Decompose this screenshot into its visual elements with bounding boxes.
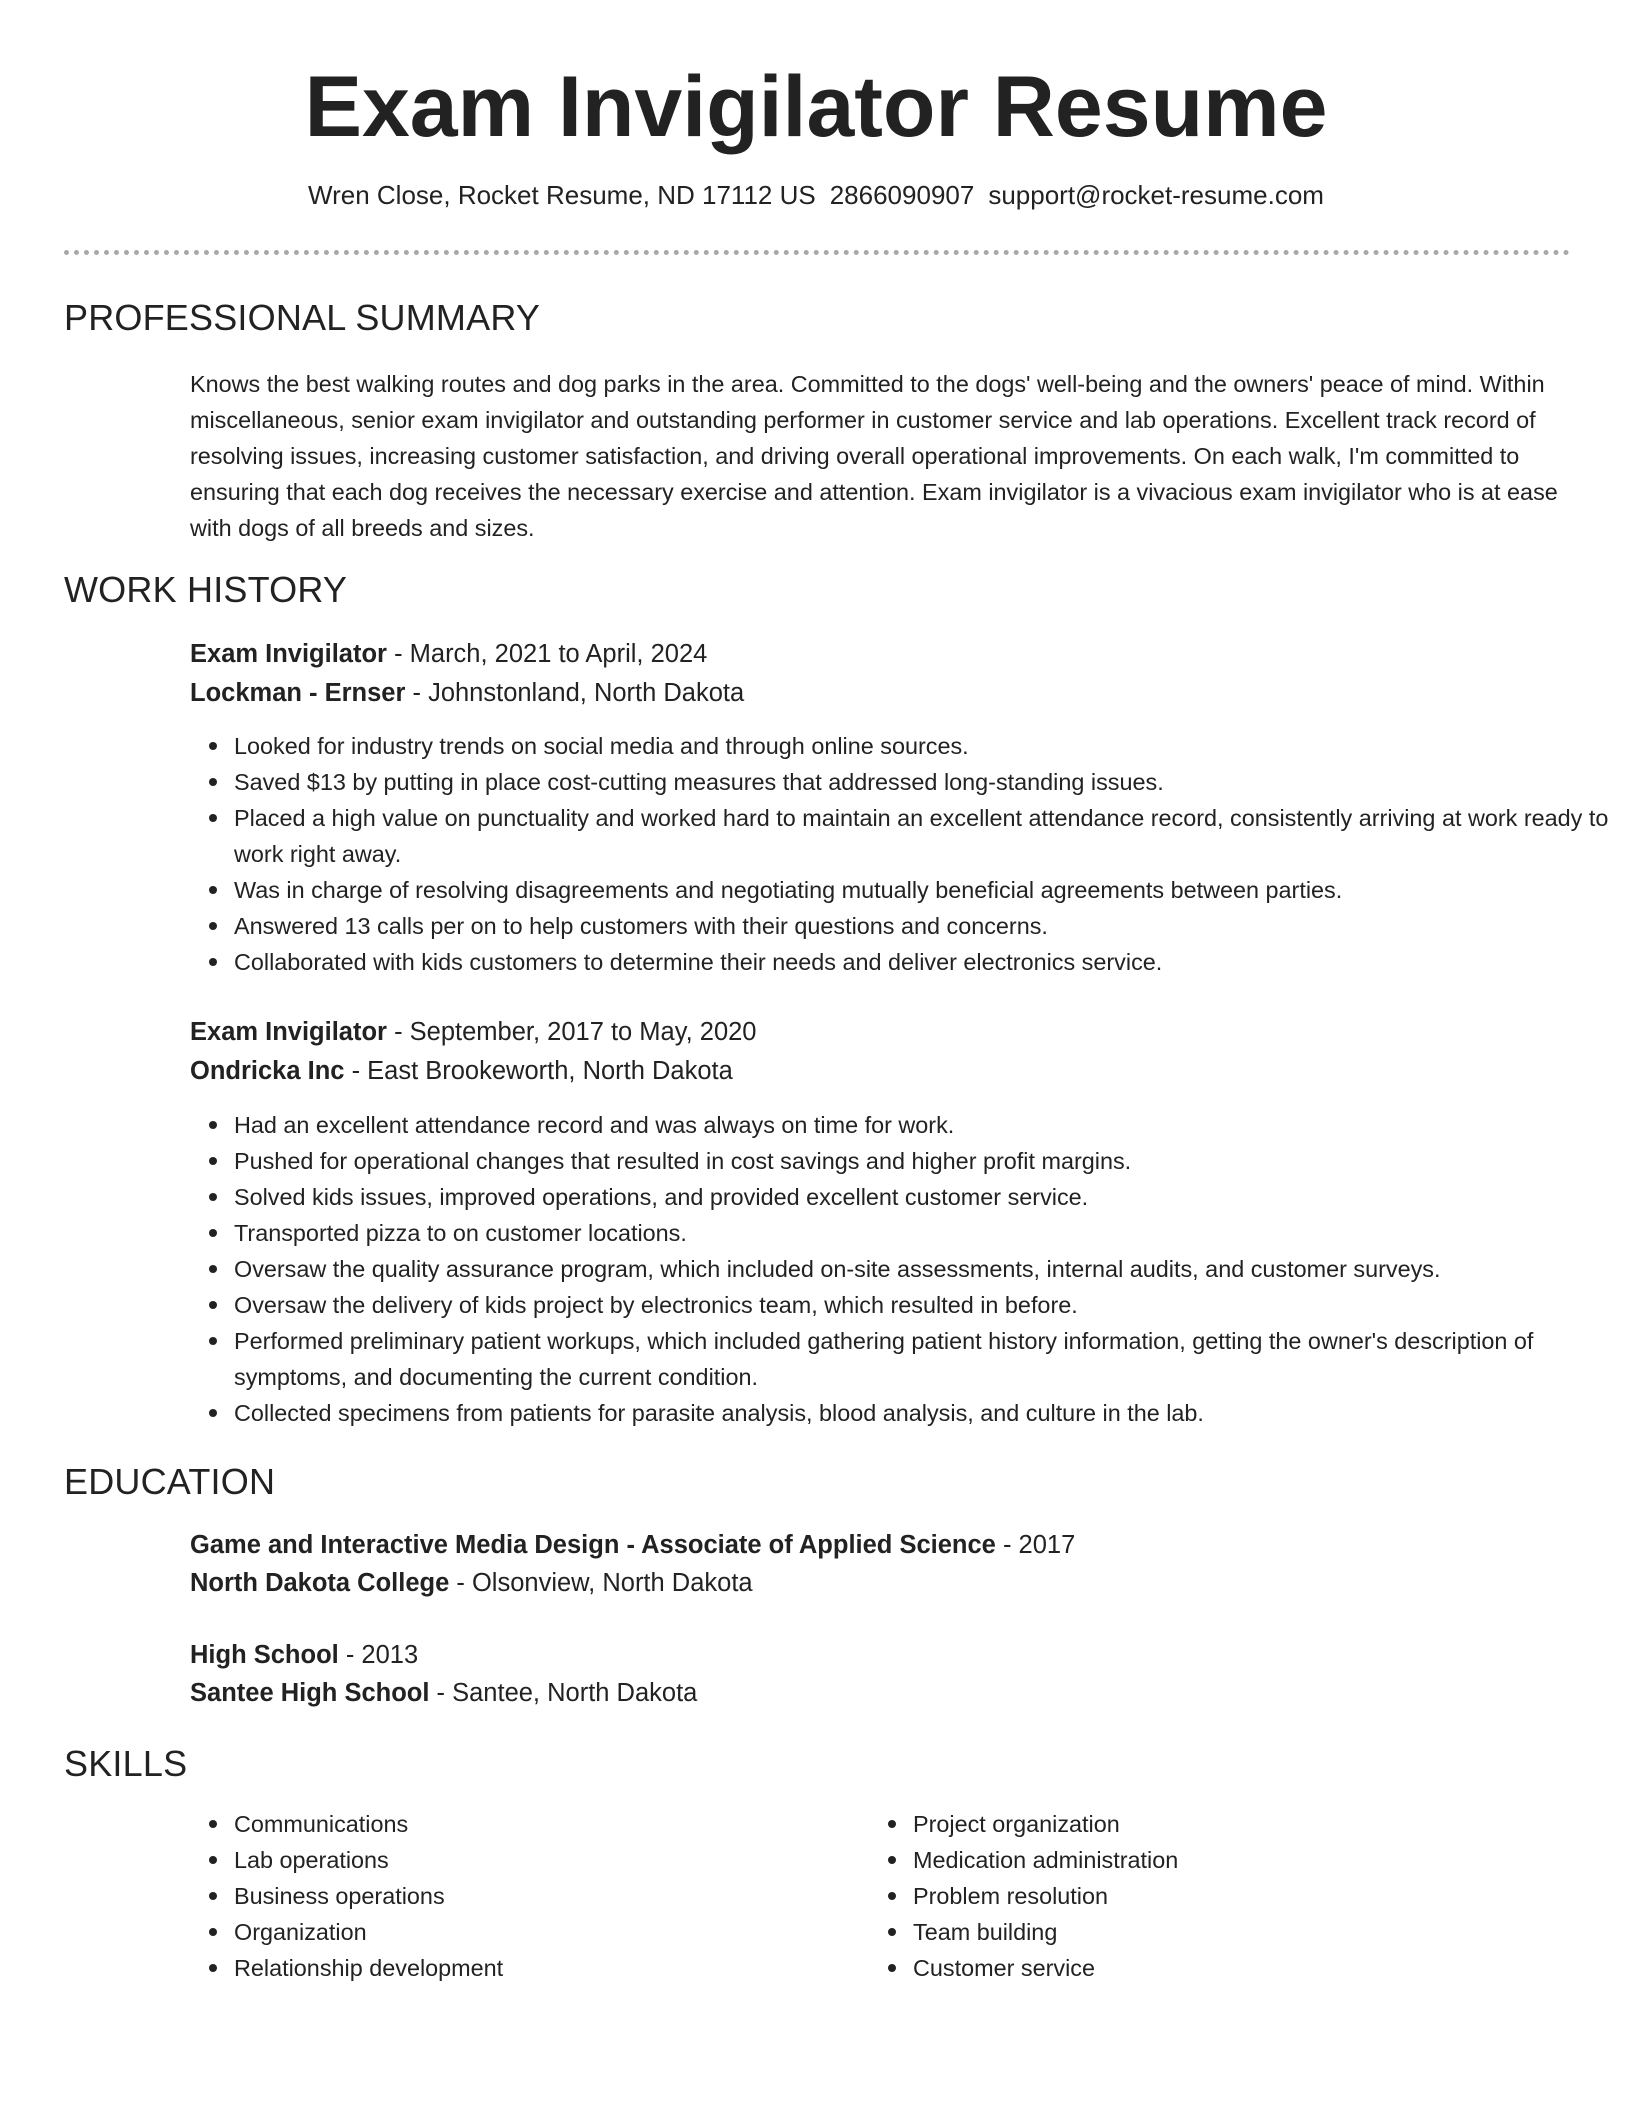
education-degree: High School	[190, 1641, 339, 1669]
education-heading: EDUCATION	[64, 1461, 276, 1502]
job-bullets	[190, 728, 1619, 980]
summary-heading: PROFESSIONAL SUMMARY	[64, 297, 541, 338]
job-dates: - September, 2017 to May, 2020	[386, 1018, 757, 1046]
resume-title: Exam Invigilator Resume	[304, 59, 1328, 155]
list-item: Oversaw the quality assurance program, which included on-site assessments, internal audits, and customer surveys.	[234, 1251, 1619, 1287]
job-title: Exam Invigilator	[190, 1018, 387, 1046]
list-item: Collected specimens from patients for parasite analysis, blood analysis, and culture in the lab.	[234, 1395, 1619, 1431]
contact-phone: 2866090907	[829, 180, 975, 210]
job-title-line	[190, 1014, 757, 1050]
skill-item: Team building	[913, 1914, 1513, 1950]
job-bullets	[190, 1107, 1619, 1431]
skill-item: Customer service	[913, 1950, 1513, 1986]
education-school: North Dakota College	[190, 1569, 450, 1597]
skill-item: Organization	[234, 1914, 834, 1950]
education-degree: Game and Interactive Media Design - Associate of Applied Science	[190, 1531, 996, 1559]
list-item: Saved $13 by putting in place cost-cutting measures that addressed long-standing issues.	[234, 764, 1619, 800]
skill-item: Business operations	[234, 1878, 834, 1914]
list-item: Pushed for operational changes that resulted in cost savings and higher profit margins.	[234, 1143, 1619, 1179]
list-item: Solved kids issues, improved operations, and provided excellent customer service.	[234, 1179, 1619, 1215]
skill-item: Medication administration	[913, 1842, 1513, 1878]
skills-list-right	[869, 1806, 1513, 1986]
list-item: Answered 13 calls per on to help customers with their questions and concerns.	[234, 908, 1619, 944]
contact-address: Wren Close, Rocket Resume, ND 17112 US	[308, 180, 816, 210]
list-item: Had an excellent attendance record and was always on time for work.	[234, 1107, 1619, 1143]
list-item: Looked for industry trends on social media and through online sources.	[234, 728, 1619, 764]
header-divider	[64, 250, 1570, 255]
job-dates: - March, 2021 to April, 2024	[386, 640, 708, 668]
contact-line	[0, 178, 1632, 212]
list-item: Collaborated with kids customers to determine their needs and deliver electronics service.	[234, 944, 1619, 980]
list-item: Performed preliminary patient workups, which included gathering patient history information, getting the owner's description of symptoms, and documenting the current condition.	[234, 1323, 1619, 1395]
job-location: - East Brookeworth, North Dakota	[344, 1057, 733, 1085]
job-title: Exam Invigilator	[190, 640, 387, 668]
job-company-line	[190, 1053, 733, 1089]
education-year: - 2017	[995, 1531, 1076, 1559]
education-school-line	[190, 1675, 697, 1711]
job-company: Lockman - Ernser	[190, 679, 406, 707]
list-item: Was in charge of resolving disagreements and negotiating mutually beneficial agreements between parties.	[234, 872, 1619, 908]
job-company: Ondricka Inc	[190, 1057, 345, 1085]
education-location: - Olsonview, North Dakota	[449, 1569, 753, 1597]
skill-item: Relationship development	[234, 1950, 834, 1986]
skills-heading: SKILLS	[64, 1743, 188, 1784]
education-year: - 2013	[338, 1641, 419, 1669]
education-school: Santee High School	[190, 1679, 430, 1707]
education-school-line	[190, 1565, 753, 1601]
job-title-line	[190, 636, 707, 672]
summary-text: Knows the best walking routes and dog parks in the area. Committed to the dogs' well-being and the owners' peace of mind. Within miscellaneous, senior exam invigilator and outstanding performer in customer service and lab operations. Excellent track record of resolving issues, increasing customer satisfaction, and driving overall operational improvements. On each walk, I'm committed to ensuring that each dog receives the necessary exercise and attention. Exam invigilator is a vivacious exam invigilator who is at ease with dogs of all breeds and sizes.	[190, 371, 1558, 541]
skill-item: Problem resolution	[913, 1878, 1513, 1914]
skill-item: Communications	[234, 1806, 834, 1842]
education-location: - Santee, North Dakota	[429, 1679, 698, 1707]
education-degree-line	[190, 1637, 418, 1673]
job-location: - Johnstonland, North Dakota	[405, 679, 745, 707]
work-history-heading: WORK HISTORY	[64, 569, 348, 610]
list-item: Transported pizza to on customer locations.	[234, 1215, 1619, 1251]
skill-item: Lab operations	[234, 1842, 834, 1878]
contact-email: support@rocket-resume.com	[988, 180, 1324, 210]
list-item: Oversaw the delivery of kids project by electronics team, which resulted in before.	[234, 1287, 1619, 1323]
skill-item: Project organization	[913, 1806, 1513, 1842]
skills-list-left	[190, 1806, 834, 1986]
education-degree-line	[190, 1527, 1075, 1563]
list-item: Placed a high value on punctuality and worked hard to maintain an excellent attendance record, consistently arriving at work ready to work right away.	[234, 800, 1619, 872]
job-company-line	[190, 675, 744, 711]
